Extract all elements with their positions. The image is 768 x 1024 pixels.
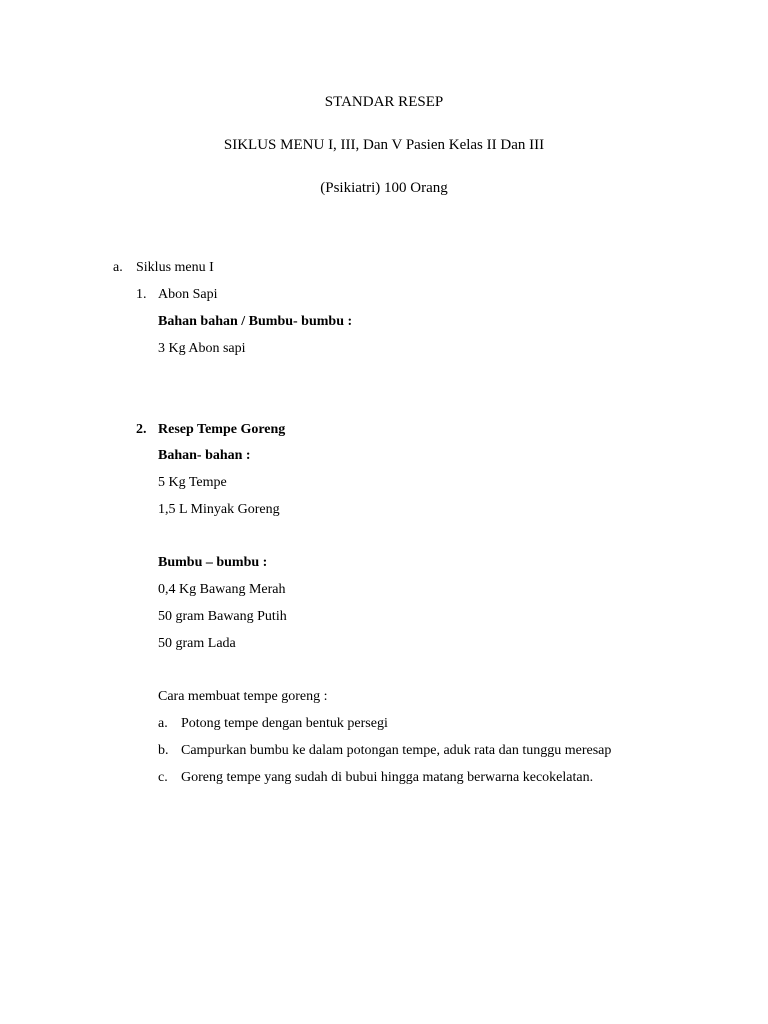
step-marker: b. <box>158 743 169 758</box>
item1-ingredients-heading: Bahan bahan / Bumbu- bumbu : <box>158 314 353 329</box>
item2-spice: 50 gram Bawang Putih <box>158 609 287 624</box>
item2-title: Resep Tempe Goreng <box>158 422 286 437</box>
item2-method-heading: Cara membuat tempe goreng : <box>158 689 328 704</box>
step-marker: c. <box>158 770 168 785</box>
item2-ingredient: 1,5 L Minyak Goreng <box>158 502 280 517</box>
item2-spices-heading: Bumbu – bumbu : <box>158 555 268 570</box>
document-title: STANDAR RESEP <box>324 94 444 110</box>
item1-ingredient: 3 Kg Abon sapi <box>158 341 246 356</box>
item2-number: 2. <box>136 422 147 437</box>
step-text: Goreng tempe yang sudah di bubui hingga matang berwarna kecokelatan. <box>181 770 594 785</box>
section-marker: a. <box>113 260 123 275</box>
item1-title: Abon Sapi <box>158 287 218 302</box>
step-marker: a. <box>158 716 168 731</box>
document-subtitle: SIKLUS MENU I, III, Dan V Pasien Kelas II Dan III <box>223 137 545 153</box>
item1-number: 1. <box>136 287 147 302</box>
item2-spice: 50 gram Lada <box>158 636 236 651</box>
item2-ingredient: 5 Kg Tempe <box>158 475 227 490</box>
item2-ingredients-heading: Bahan- bahan : <box>158 448 251 463</box>
step-text: Campurkan bumbu ke dalam potongan tempe, aduk rata dan tunggu meresap <box>181 743 612 758</box>
step-text: Potong tempe dengan bentuk persegi <box>181 716 388 731</box>
section-label: Siklus menu I <box>136 260 214 275</box>
document-group: (Psikiatri) 100 Orang <box>320 180 448 196</box>
item2-spice: 0,4 Kg Bawang Merah <box>158 582 286 597</box>
